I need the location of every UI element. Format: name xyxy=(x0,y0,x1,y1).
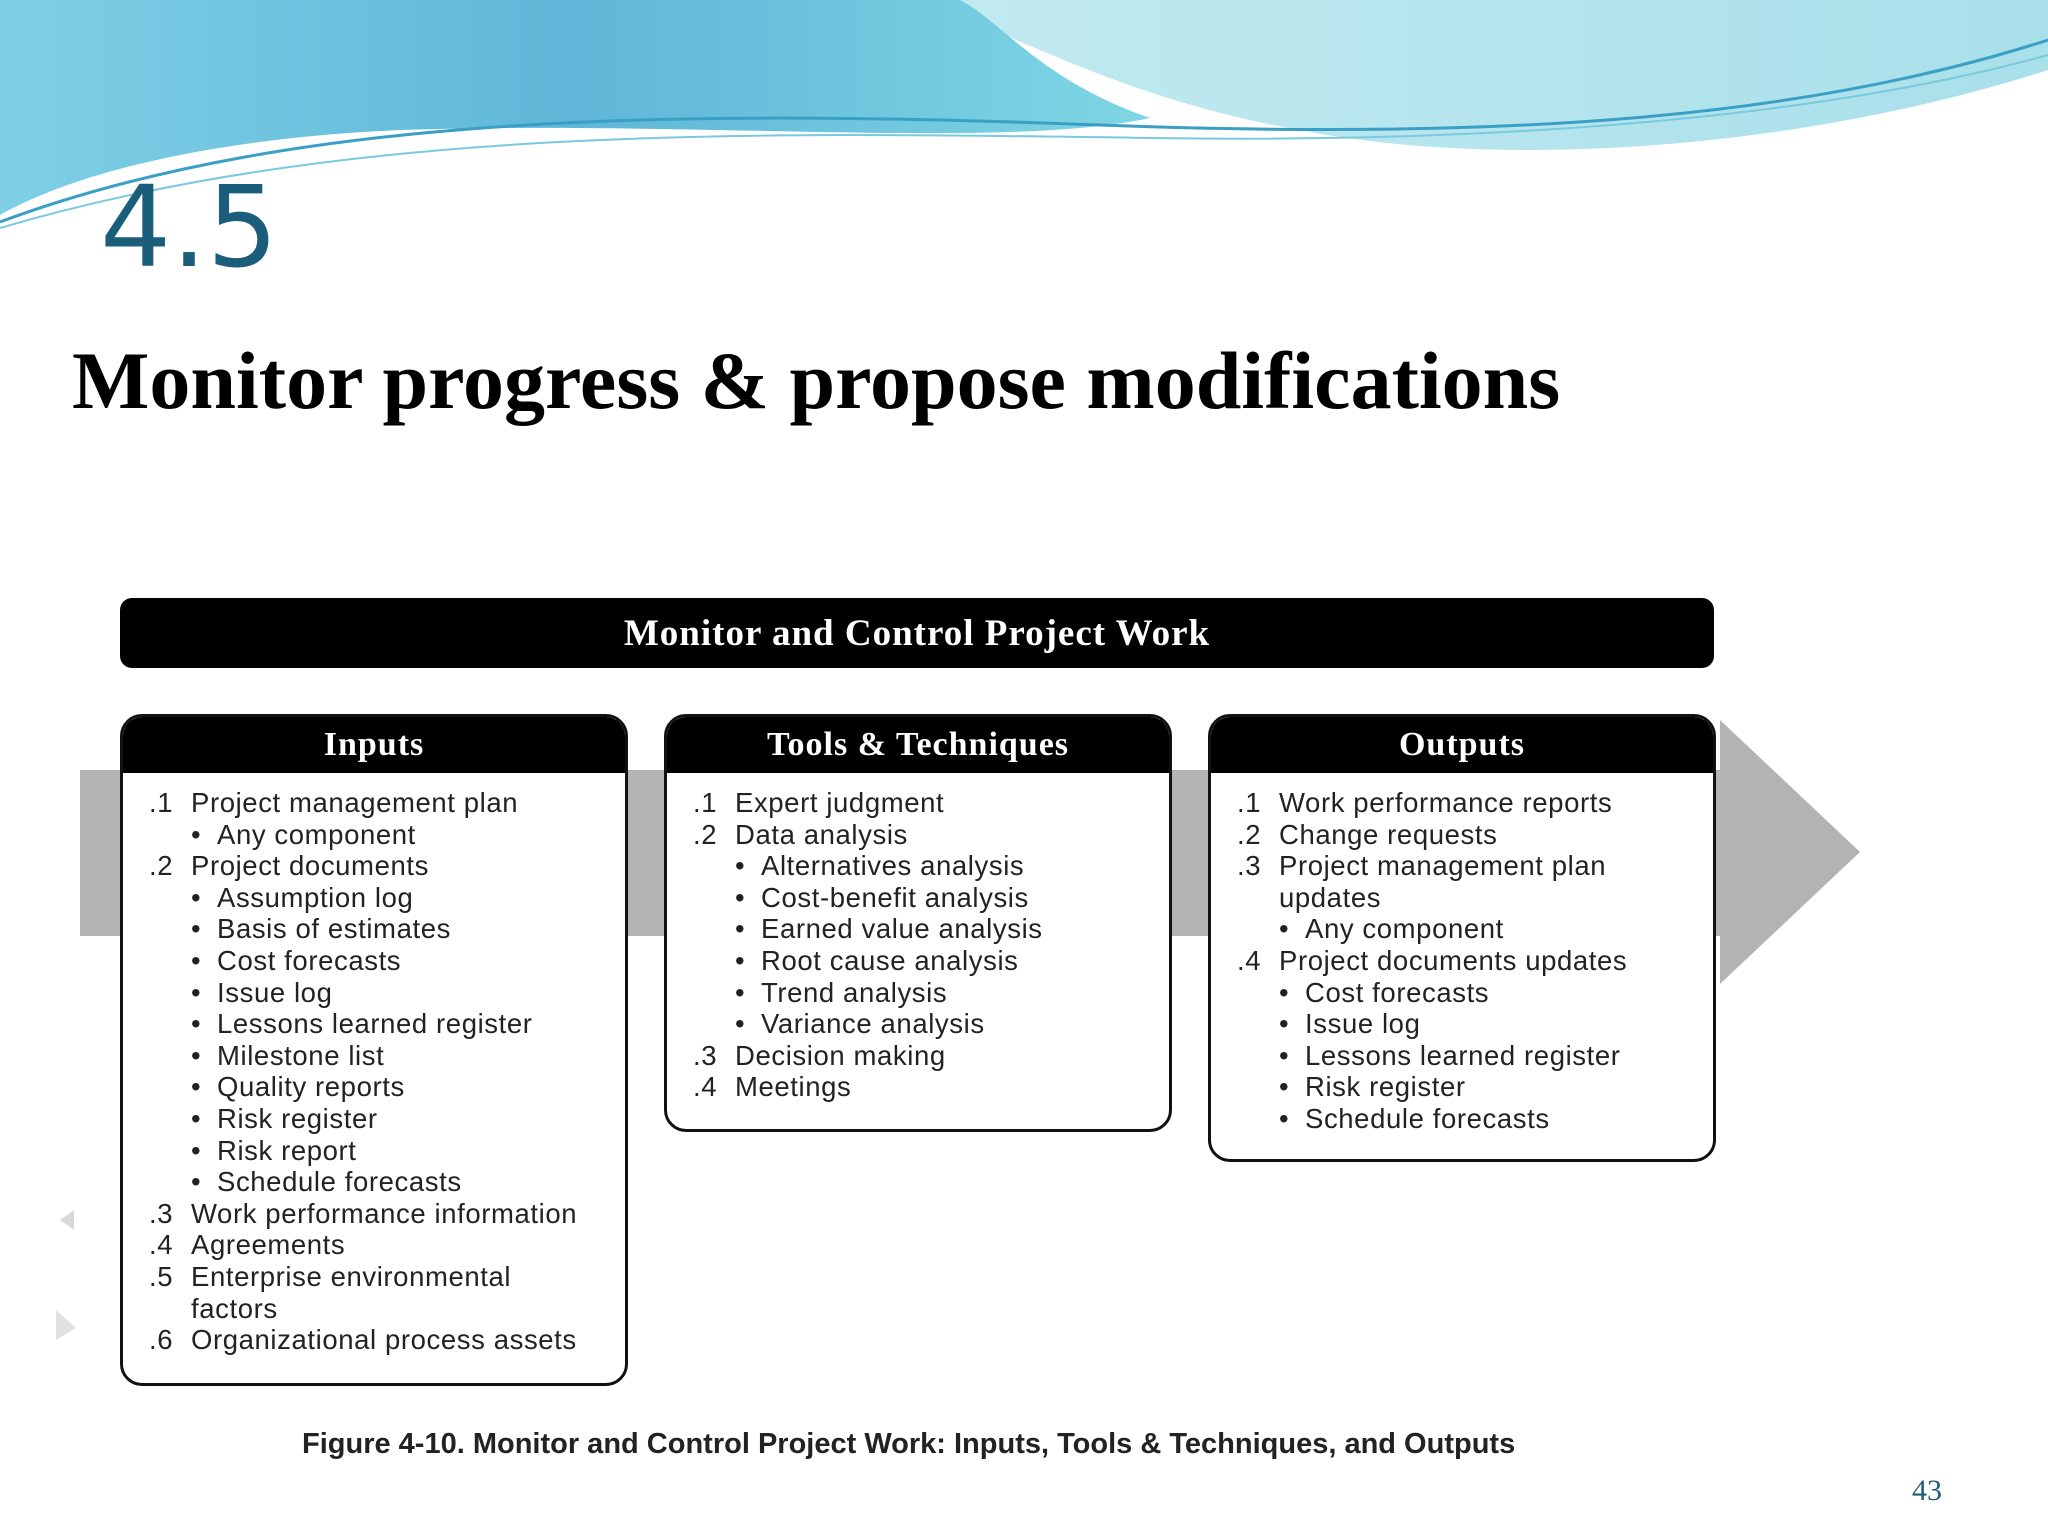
list-item xyxy=(149,1324,615,1356)
sub-list-item xyxy=(149,913,615,945)
process-title-banner: Monitor and Control Project Work xyxy=(120,598,1714,668)
sub-list-item xyxy=(1237,977,1703,1009)
sub-list-item xyxy=(149,1135,615,1167)
item-number: .2 xyxy=(1237,818,1262,850)
bullet-icon: • xyxy=(191,881,202,913)
left-edge-decoration xyxy=(56,1210,86,1350)
sub-list-item xyxy=(693,913,1159,945)
item-text: Enterprise environmental xyxy=(191,1260,512,1292)
list-item xyxy=(149,1261,615,1293)
outputs-header: Outputs xyxy=(1211,717,1713,773)
list-item xyxy=(1237,945,1703,977)
item-continuation: factors xyxy=(191,1292,278,1324)
outputs-panel xyxy=(1208,714,1716,1162)
sub-item-text: Cost forecasts xyxy=(217,944,402,976)
sub-list-item xyxy=(1237,1008,1703,1040)
list-item xyxy=(1237,787,1703,819)
bullet-icon: • xyxy=(1279,913,1290,945)
sub-item-text: Basis of estimates xyxy=(217,913,451,945)
sub-list-item xyxy=(693,1008,1159,1040)
bullet-icon: • xyxy=(191,1166,202,1198)
sub-item-text: Any component xyxy=(1305,913,1504,945)
sub-list-item xyxy=(149,819,615,851)
bullet-icon: • xyxy=(735,913,746,945)
item-number: .4 xyxy=(1237,944,1262,976)
item-text: Project documents xyxy=(191,850,429,882)
item-number: .5 xyxy=(149,1260,174,1292)
sub-item-text: Lessons learned register xyxy=(217,1008,533,1040)
bullet-icon: • xyxy=(191,1134,202,1166)
item-number: .1 xyxy=(693,787,718,818)
sub-item-text: Risk register xyxy=(217,1102,378,1134)
sub-item-text: Cost forecasts xyxy=(1305,976,1490,1008)
item-text: Project management plan xyxy=(1279,850,1607,882)
sub-list-item xyxy=(149,977,615,1009)
inputs-panel xyxy=(120,714,628,1386)
sub-item-text: Root cause analysis xyxy=(761,944,1019,976)
sub-list-item xyxy=(693,977,1159,1009)
sub-list-item xyxy=(149,945,615,977)
item-text: Project documents updates xyxy=(1279,944,1628,976)
sub-item-text: Issue log xyxy=(217,976,333,1008)
list-item xyxy=(149,850,615,882)
bullet-icon: • xyxy=(1279,1071,1290,1103)
slide-title: Monitor progress & propose modifications xyxy=(72,335,1561,426)
bullet-icon: • xyxy=(1279,1039,1290,1071)
item-text: Change requests xyxy=(1279,818,1498,850)
item-number: .2 xyxy=(693,818,718,850)
item-text: Organizational process assets xyxy=(191,1324,577,1356)
item-text: Agreements xyxy=(191,1229,346,1261)
sub-item-text: Quality reports xyxy=(217,1071,405,1103)
sub-list-item xyxy=(149,1166,615,1198)
item-number: .6 xyxy=(149,1324,174,1356)
item-number: .2 xyxy=(149,850,174,882)
item-text: Project management plan xyxy=(191,787,519,818)
sub-item-text: Cost-benefit analysis xyxy=(761,881,1029,913)
sub-item-text: Earned value analysis xyxy=(761,913,1043,945)
sub-item-text: Any component xyxy=(217,818,416,850)
item-number: .4 xyxy=(693,1071,718,1103)
bullet-icon: • xyxy=(735,944,746,976)
item-continuation: updates xyxy=(1279,881,1382,913)
section-number: 4.5 xyxy=(100,163,279,293)
list-item xyxy=(149,787,615,819)
bullet-icon: • xyxy=(191,944,202,976)
bullet-icon: • xyxy=(735,881,746,913)
bullet-icon: • xyxy=(191,818,202,850)
item-text: Decision making xyxy=(735,1039,946,1071)
bullet-icon: • xyxy=(1279,1102,1290,1134)
item-number: .4 xyxy=(149,1229,174,1261)
sub-item-text: Issue log xyxy=(1305,1008,1421,1040)
list-item xyxy=(693,787,1159,819)
sub-item-text: Schedule forecasts xyxy=(1305,1102,1550,1134)
sub-list-item xyxy=(1237,913,1703,945)
figure-caption: Figure 4-10. Monitor and Control Project Work: Inputs, Tools & Techniques, and Outputs xyxy=(302,1428,1516,1460)
sub-item-text: Lessons learned register xyxy=(1305,1039,1621,1071)
item-text: Expert judgment xyxy=(735,787,945,818)
list-item xyxy=(149,1229,615,1261)
tools-list xyxy=(667,773,1169,1103)
sub-list-item xyxy=(1237,1040,1703,1072)
sub-item-text: Schedule forecasts xyxy=(217,1166,462,1198)
bullet-icon: • xyxy=(191,1039,202,1071)
bullet-icon: • xyxy=(191,1102,202,1134)
list-item xyxy=(1237,850,1703,882)
list-item xyxy=(693,1071,1159,1103)
sub-item-text: Variance analysis xyxy=(761,1008,985,1040)
sub-item-text: Alternatives analysis xyxy=(761,850,1025,882)
tools-header: Tools & Techniques xyxy=(667,717,1169,773)
list-item xyxy=(693,819,1159,851)
sub-item-text: Risk report xyxy=(217,1134,357,1166)
list-item xyxy=(693,1040,1159,1072)
item-number: .3 xyxy=(149,1197,174,1229)
sub-item-text: Milestone list xyxy=(217,1039,385,1071)
bullet-icon: • xyxy=(735,976,746,1008)
bullet-icon: • xyxy=(191,913,202,945)
inputs-header: Inputs xyxy=(123,717,625,773)
outputs-list xyxy=(1211,773,1713,1135)
bullet-icon: • xyxy=(191,1008,202,1040)
header-wave-decoration xyxy=(0,0,2048,240)
tools-panel xyxy=(664,714,1172,1132)
bullet-icon: • xyxy=(191,976,202,1008)
bullet-icon: • xyxy=(191,1071,202,1103)
sub-list-item xyxy=(149,1008,615,1040)
sub-list-item xyxy=(693,850,1159,882)
item-text: Meetings xyxy=(735,1071,852,1103)
bullet-icon: • xyxy=(735,1008,746,1040)
list-item xyxy=(149,1198,615,1230)
page-number: 43 xyxy=(1912,1474,1942,1507)
sub-list-item xyxy=(1237,1103,1703,1135)
bullet-icon: • xyxy=(1279,976,1290,1008)
sub-list-item xyxy=(149,882,615,914)
sub-list-item xyxy=(149,1071,615,1103)
item-text: Work performance information xyxy=(191,1197,578,1229)
item-text: Work performance reports xyxy=(1279,787,1613,818)
bullet-icon: • xyxy=(735,850,746,882)
item-number: .3 xyxy=(693,1039,718,1071)
sub-list-item xyxy=(1237,1071,1703,1103)
item-number: .1 xyxy=(149,787,174,818)
sub-item-text: Trend analysis xyxy=(761,976,948,1008)
sub-item-text: Assumption log xyxy=(217,881,414,913)
inputs-list xyxy=(123,773,625,1356)
bullet-icon: • xyxy=(1279,1008,1290,1040)
item-text: Data analysis xyxy=(735,818,908,850)
sub-item-text: Risk register xyxy=(1305,1071,1466,1103)
sub-list-item xyxy=(693,882,1159,914)
sub-list-item xyxy=(149,1103,615,1135)
item-number: .3 xyxy=(1237,850,1262,882)
sub-list-item xyxy=(693,945,1159,977)
list-item xyxy=(1237,819,1703,851)
item-number: .1 xyxy=(1237,787,1262,818)
sub-list-item xyxy=(149,1040,615,1072)
